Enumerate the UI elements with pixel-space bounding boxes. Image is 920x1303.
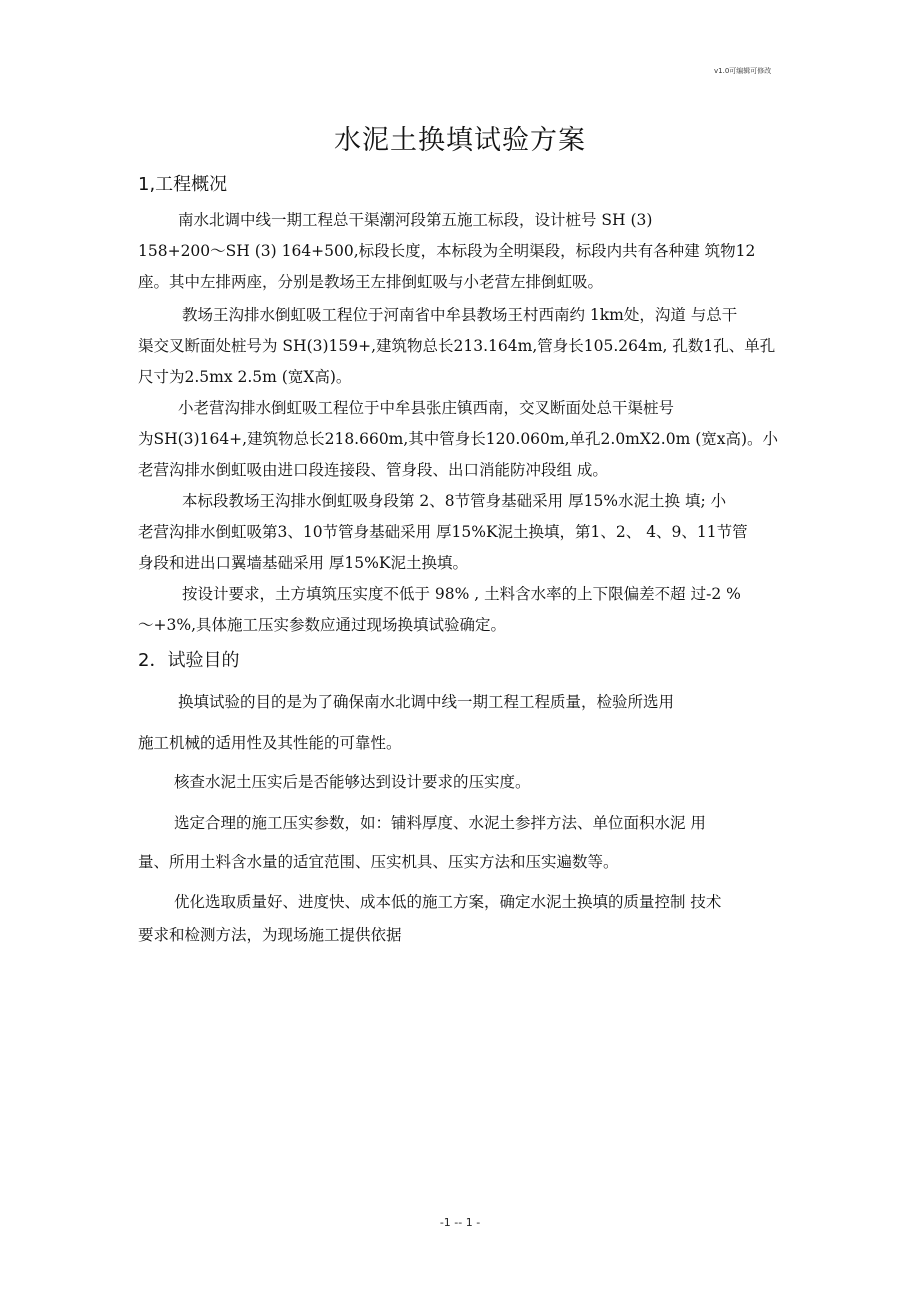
paragraph-line: 老营沟排水倒虹吸由进口段连接段、管身段、出口消能防冲段组 成。 — [138, 461, 608, 479]
paragraph-line: 量、所用土料含水量的适宜范围、压实机具、压实方法和压实遍数等。 — [138, 853, 619, 871]
paragraph-line: 选定合理的施工压实参数，如：铺料厚度、水泥土参拌方法、单位面积水泥 用 — [174, 814, 706, 832]
paragraph-line: 渠交叉断面处桩号为 SH(3)159+,建筑物总长213.164m,管身长105.264m, 孔数1孔、单孔 — [138, 337, 776, 355]
section-heading-overview: 1,工程概况 — [138, 174, 228, 195]
paragraph-line: ～+3%,具体施工压实参数应通过现场换填试验确定。 — [138, 616, 507, 634]
paragraph-line: 为SH(3)164+,建筑物总长218.660m,其中管身长120.060m,单孔2.0mX2.0m (宽x高)。小 — [138, 430, 779, 448]
paragraph-line: 换填试验的目的是为了确保南水北调中线一期工程工程质量，检验所选用 — [178, 693, 675, 711]
page-number: -1 -- 1 - — [439, 1216, 481, 1229]
paragraph-line: 施工机械的适用性及其性能的可靠性。 — [138, 734, 402, 752]
paragraph-line: 教场王沟排水倒虹吸工程位于河南省中牟县教场王村西南约 1km处，沟道 与总干 — [182, 306, 738, 324]
version-note: v1.0可编辑可修改 — [714, 67, 772, 75]
paragraph-line: 按设计要求，土方填筑压实度不低于 98% , 土料含水率的上下限偏差不超 过-2 % — [182, 585, 741, 603]
document-title: 水泥土换填试验方案 — [334, 125, 586, 156]
paragraph-line: 158+200～SH (3) 164+500,标段长度，本标段为全明渠段，标段内共有各种建 筑物12 — [138, 242, 756, 260]
paragraph-line: 座。其中左排两座，分别是教场王左排倒虹吸与小老营左排倒虹吸。 — [138, 273, 604, 291]
paragraph-line: 老营沟排水倒虹吸第3、10节管身基础采用 厚15%K泥土换填，第1、2、 4、9、11节管 — [138, 523, 748, 541]
paragraph-line: 尺寸为2.5mx 2.5m (宽X高)。 — [138, 368, 352, 386]
section-heading-purpose: 2．试验目的 — [138, 650, 240, 671]
paragraph-line: 优化选取质量好、进度快、成本低的施工方案，确定水泥土换填的质量控制 技术 — [174, 893, 722, 911]
paragraph-line: 本标段教场王沟排水倒虹吸身段第 2、8节管身基础采用 厚15%水泥土换 填; 小 — [182, 492, 727, 510]
paragraph-line: 南水北调中线一期工程总干渠潮河段第五施工标段，设计桩号 SH (3) — [178, 211, 653, 229]
paragraph-line: 小老营沟排水倒虹吸工程位于中牟县张庄镇西南，交叉断面处总干渠桩号 — [178, 399, 675, 417]
paragraph-line: 身段和进出口翼墙基础采用 厚15%K泥土换填。 — [138, 554, 468, 572]
paragraph-line: 要求和检测方法，为现场施工提供依据 — [138, 926, 402, 944]
paragraph-line: 核查水泥土压实后是否能够达到设计要求的压实度。 — [174, 773, 531, 791]
